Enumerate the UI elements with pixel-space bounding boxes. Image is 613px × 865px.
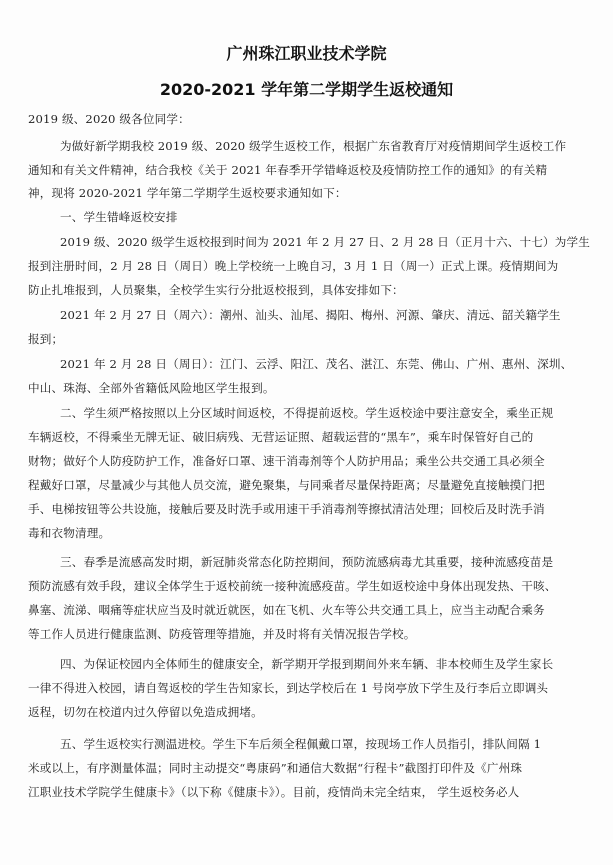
section-3-text: 三、春季是流感高发时期，新冠肺炎常态化防控期间，预防流感病毒尤其重要，接种流感疫苗是 bbox=[60, 555, 554, 569]
section-1-schedule-day2: 中山、珠海、全部外省籍低风险地区学生报到。 bbox=[28, 381, 275, 395]
section-2-text: 程戴好口罩，尽量减少与其他人员交流，避免聚集，与同乘者尽量保持距离；尽量避免直接触摸门把 bbox=[28, 478, 545, 492]
section-1-schedule-day2: 2021 年 2 月 28 日（周日）：江门、云浮、阳江、茂名、湛江、东莞、佛山、广州、惠州、深圳、 bbox=[60, 357, 573, 371]
section-1-text: 防止扎堆报到，人员聚集，全校学生实行分批返校报到，具体安排如下： bbox=[28, 283, 404, 297]
section-3-text: 等工作人员进行健康监测、防疫管理等措施，并及时将有关情况报告学校。 bbox=[28, 627, 416, 641]
section-1-schedule-day1: 2021 年 2 月 27 日（周六）：潮州、汕头、汕尾、揭阳、梅州、河源、肇庆、清远、韶关籍学生 bbox=[60, 308, 561, 322]
section-1-heading: 一、学生错峰返校安排 bbox=[60, 210, 178, 224]
section-2-text: 车辆返校，不得乘坐无牌无证、破旧病残、无营运证照、超载运营的“黑车”，乘车时保管好自己的 bbox=[28, 430, 534, 444]
section-4-text: 返程，切勿在校道内过久停留以免造成拥堵。 bbox=[28, 705, 263, 719]
salutation: 2019 级、2020 级各位同学： bbox=[28, 112, 190, 126]
section-5-text: 五、学生返校实行测温进校。学生下车后须全程佩戴口罩，按现场工作人员指引，排队间隔 1 bbox=[60, 737, 542, 751]
intro-line: 神，现将 2020-2021 学年第二学期学生返校要求通知如下： bbox=[28, 186, 347, 200]
section-3-text: 鼻塞、流涕、咽痛等症状应当及时就近就医，如在飞机、火车等公共交通工具上，应当主动配合乘务 bbox=[28, 603, 545, 617]
section-1-text: 报到注册时间，2 月 28 日（周日）晚上学校统一上晚自习，3 月 1 日（周一）正式上课。疫情期间为 bbox=[28, 259, 559, 273]
intro-line: 为做好新学期我校 2019 级、2020 级学生返校工作，根据广东省教育厅对疫情期间学生返校工作 bbox=[60, 139, 567, 153]
section-5-text: 米或以上，有序测量体温；同时主动提交“粤康码”和通信大数据“行程卡”截图打印件及《广州珠 bbox=[28, 761, 523, 775]
section-1-schedule-day1: 报到； bbox=[28, 332, 64, 346]
section-3-text: 预防流感有效手段，建议全体学生于返校前统一接种流感疫苗。学生如返校途中身体出现发热、干咳、 bbox=[28, 579, 557, 593]
section-2-text: 毒和衣物清理。 bbox=[28, 526, 111, 540]
section-4-text: 四、为保证校园内全体师生的健康安全，新学期开学报到期间外来车辆、非本校师生及学生家长 bbox=[60, 657, 554, 671]
intro-line: 通知和有关文件精神，结合我校《关于 2021 年春季开学错峰返校及疫情防控工作的通知》的有关精 bbox=[28, 163, 548, 177]
section-4-text: 一律不得进入校园，请自驾返校的学生告知家长，到达学校后在 1 号岗亭放下学生及行李后立即调头 bbox=[28, 681, 549, 695]
section-5-text: 江职业技术学院学生健康卡》（以下称《健康卡》）。目前，疫情尚未完全结束， 学生返校务必人 bbox=[28, 785, 520, 799]
notice-title: 2020-2021 学年第二学期学生返校通知 bbox=[159, 80, 454, 99]
section-1-text: 2019 级、2020 级学生返校报到时间为 2021 年 2 月 27 日、2 月 28 日（正月十六、十七）为学生 bbox=[60, 235, 590, 249]
section-2-text: 财物；做好个人防疫防护工作，准备好口罩、速干消毒剂等个人防护用品；乘坐公共交通工具必须全 bbox=[28, 454, 545, 468]
section-2-text: 二、学生须严格按照以上分区域时间返校，不得提前返校。学生返校途中要注意安全，乘坐正规 bbox=[60, 406, 554, 420]
school-title: 广州珠江职业技术学院 bbox=[226, 44, 387, 63]
section-2-text: 手、电梯按钮等公共设施，接触后要及时洗手或用速干手消毒剂等擦拭清洁处理；回校后及时洗手消 bbox=[28, 502, 545, 516]
